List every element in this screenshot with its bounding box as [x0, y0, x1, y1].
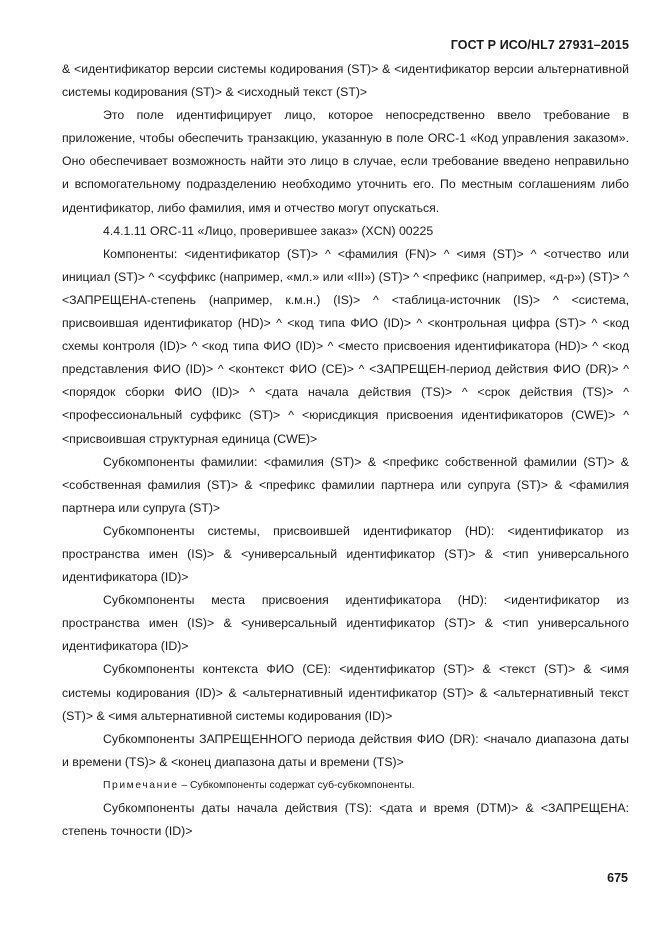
section-heading: 4.4.1.11 ORC-11 «Лицо, проверившее заказ» (XCN) 00225 [103, 223, 434, 238]
paragraph: Субкомпоненты места присвоения идентификатора (HD): <идентификатор из пространства имен (IS)> & <универсальный идентификатор (ST)> & <тип универсального идентификатора (ID)> [62, 593, 629, 654]
page-body [62, 58, 629, 843]
paragraph: Субкомпоненты фамилии: <фамилия (ST)> & <префикс собственной фамилии (ST)> & <собственная фамилия (ST)> & <префикс фамилии партнера или супруга (ST)> & <фамилия партнера или супруга (ST)> [62, 454, 629, 515]
note-text: – Субкомпоненты содержат суб-субкомпоненты. [178, 779, 415, 791]
paragraph: Субкомпоненты даты начала действия (TS): <дата и время (DTM)> & <ЗАПРЕЩЕНА: степень точности (ID)> [62, 800, 629, 838]
page-number: 675 [607, 871, 628, 885]
paragraph: Субкомпоненты ЗАПРЕЩЕННОГО периода действия ФИО (DR): <начало диапазона даты и времени (TS)> & <конец диапазона даты и времени (TS)> [62, 731, 629, 769]
paragraph: Субкомпоненты контекста ФИО (CE): <идентификатор (ST)> & <текст (ST)> & <имя системы кодирования (ID)> & <альтернативный идентификатор (ST)> & <альтернативный текст (ST)> & <имя альтернативной системы кодирования (ID)> [62, 662, 629, 723]
paragraph: & <идентификатор версии системы кодирования (ST)> & <идентификатор версии альтернативной системы кодирования (ST)> & <исходный текст (ST)> [62, 62, 629, 100]
paragraph: Субкомпоненты системы, присвоившей идентификатор (HD): <идентификатор из пространства имен (IS)> & <универсальный идентификатор (ST)> & <тип универсального идентификатора (ID)> [62, 523, 629, 585]
note [62, 774, 629, 797]
paragraph: Компоненты: <идентификатор (ST)> ^ <фамилия (FN)> ^ <имя (ST)> ^ <отчество или инициал (ST)> ^ <суффикс (например, «мл.» или «III») (ST)> ^ <префикс (например, «д-р») (ST)> ^ <ЗАПРЕЩЕНА-степень (например, к.м.н.) (IS)> ^ <таблица-источник (IS)> ^ <система, присвоившая идентификатор (HD)> ^ <код типа ФИО (ID)> ^ <контрольная цифра (ST)> ^ <код схемы контроля (ID)> ^ <код типа ФИО (ID)> ^ <место присвоения идентификатора (HD)> ^ <код представления ФИО (ID)> ^ <контекст ФИО (CE)> ^ <ЗАПРЕЩЕН-период действия ФИО (DR)> ^ <порядок сборки ФИО (ID)> ^ <дата начала действия (TS)> ^ <срок действия (TS)> ^ <профессиональный суффикс (ST)> ^ <юрисдикция присвоения идентификаторов (CWE)> ^ <присвоившая структурная единица (CWE)> [62, 246, 629, 446]
note-label: Примечание [103, 779, 179, 791]
document-header: ГОСТ Р ИСО/HL7 27931–2015 [450, 38, 629, 52]
paragraph: Это поле идентифицирует лицо, которое непосредственно ввело требование в приложение, чтобы обеспечить транзакцию, указанную в поле ORC-1 «Код управления заказом». Оно обеспечивает возможность найти это лицо в случае, если требование введено неправильно и вспомогательному подразделению необходимо уточнить его. По местным соглашениям либо идентификатор, либо фамилия, имя и отчество могут опускаться. [62, 108, 629, 215]
